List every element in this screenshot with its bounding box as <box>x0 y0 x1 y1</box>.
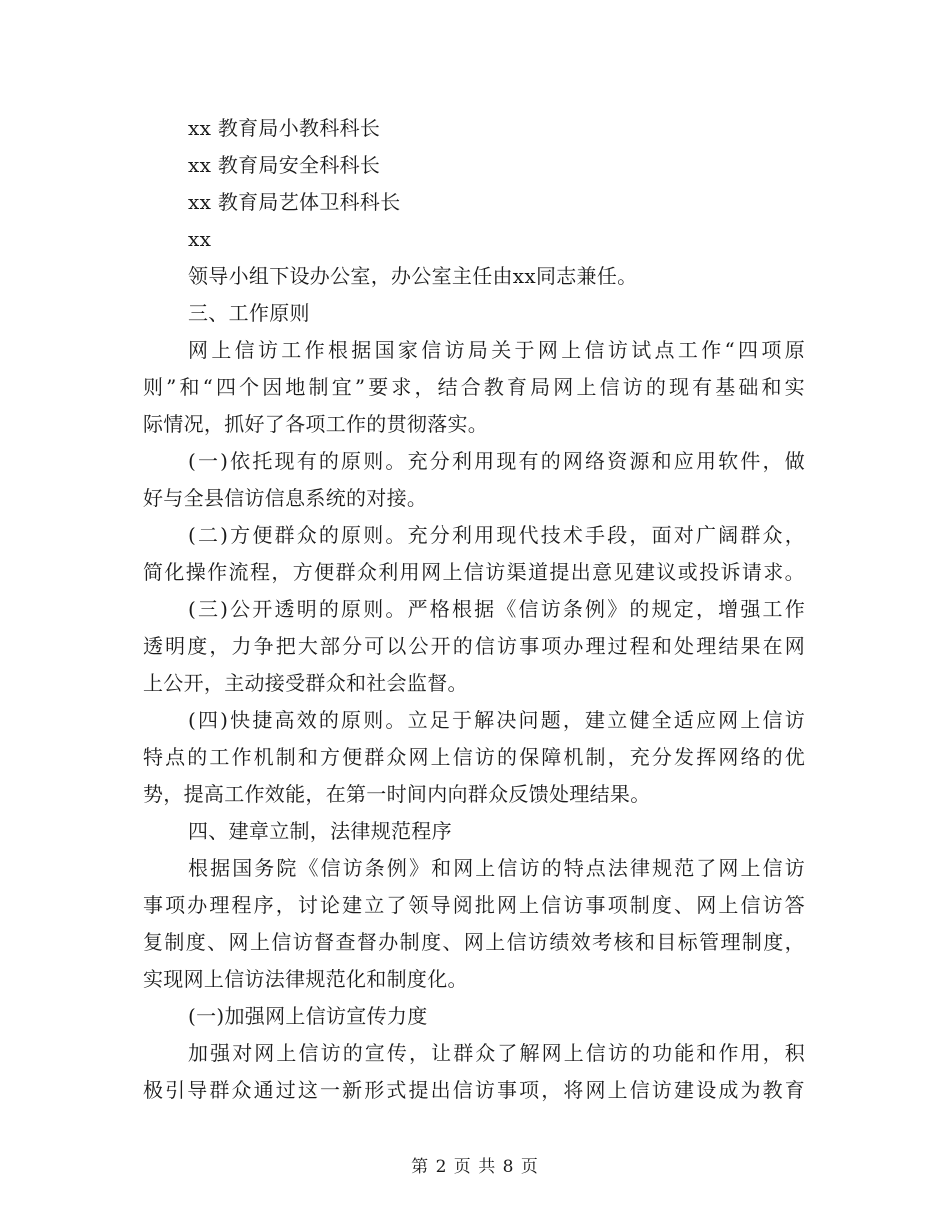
text-line: xx 教育局艺体卫科科长 <box>188 190 401 214</box>
paragraph-line: 好与全县信访信息系统的对接。 <box>143 486 428 510</box>
paragraph-line: 特点的工作机制和方便群众网上信访的保障机制，充分发挥网络的优 <box>143 745 805 769</box>
paragraph-line: (二)方便群众的原则。充分利用现代技术手段，面对广阔群众， <box>188 523 805 547</box>
paragraph-line: 透明度，力争把大部分可以公开的信访事项办理过程和处理结果在网 <box>143 634 805 658</box>
paragraph-line: 事项办理程序，讨论建立了领导阅批网上信访事项制度、网上信访答 <box>143 893 805 917</box>
paragraph-line: (三)公开透明的原则。严格根据《信访条例》的规定，增强工作 <box>188 597 805 621</box>
text-line: xx <box>188 227 212 251</box>
section-heading: 三、工作原则 <box>188 301 310 325</box>
paragraph-line: 则”和“四个因地制宜”要求，结合教育局网上信访的现有基础和实 <box>143 375 805 399</box>
paragraph-line: 际情况，抓好了各项工作的贯彻落实。 <box>143 412 489 436</box>
paragraph-line: 势，提高工作效能，在第一时间内向群众反馈处理结果。 <box>143 782 651 806</box>
paragraph-line: 极引导群众通过这一新形式提出信访事项，将网上信访建设成为教育 <box>143 1078 805 1102</box>
text-line: xx 教育局小教科科长 <box>188 116 381 140</box>
paragraph-line: 上公开，主动接受群众和社会监督。 <box>143 671 468 695</box>
paragraph-line: 实现网上信访法律规范化和制度化。 <box>143 967 468 991</box>
text-line: xx 教育局安全科科长 <box>188 153 381 177</box>
paragraph-line: 简化操作流程，方便群众利用网上信访渠道提出意见建议或投诉请求。 <box>143 560 805 584</box>
paragraph-line: 根据国务院《信访条例》和网上信访的特点法律规范了网上信访 <box>188 856 805 880</box>
paragraph-line: 复制度、网上信访督查督办制度、网上信访绩效考核和目标管理制度， <box>143 930 805 954</box>
paragraph-line: (一)依托现有的原则。充分利用现有的网络资源和应用软件，做 <box>188 449 805 473</box>
section-heading: 四、建章立制，法律规范程序 <box>188 819 452 843</box>
paragraph-line: (四)快捷高效的原则。立足于解决问题，建立健全适应网上信访 <box>188 708 805 732</box>
document-body <box>143 110 805 1109</box>
text-line: 领导小组下设办公室，办公室主任由xx同志兼任。 <box>188 264 638 288</box>
subsection-heading: (一)加强网上信访宣传力度 <box>188 1004 428 1028</box>
page-number-footer: 第 2 页 共 8 页 <box>411 1157 539 1177</box>
paragraph-line: 加强对网上信访的宣传，让群众了解网上信访的功能和作用，积 <box>188 1041 805 1065</box>
paragraph-line: 网上信访工作根据国家信访局关于网上信访试点工作“四项原 <box>188 338 805 362</box>
